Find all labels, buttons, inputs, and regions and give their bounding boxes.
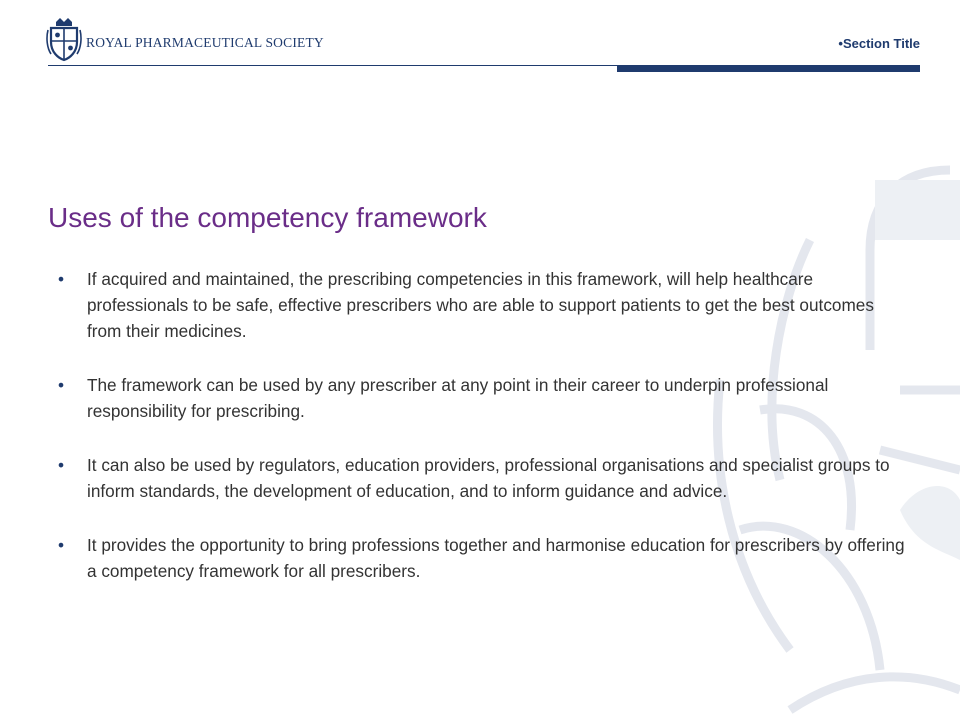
bullet-item — [58, 532, 908, 584]
bullet-text: The framework can be used by any prescriber at any point in their career to underpin professional responsibility for prescribing. — [87, 375, 829, 421]
bullet-icon: • — [58, 375, 65, 395]
bullet-text: If acquired and maintained, the prescribing competencies in this framework, will help healthcare professionals to be safe, effective prescribers who are able to support patients to get the best outcomes from their medicines. — [87, 269, 874, 341]
bullet-item — [58, 266, 908, 344]
logo-text: ROYAL PHARMACEUTICAL SOCIETY — [86, 35, 324, 50]
rps-crest-icon — [46, 16, 82, 62]
rps-logo — [46, 14, 324, 64]
bullet-item — [58, 372, 908, 424]
bullet-icon: • — [58, 269, 65, 289]
bullet-text: It provides the opportunity to bring professions together and harmonise education for prescribers by offering a competency framework for all prescribers. — [87, 535, 905, 581]
bullet-icon: • — [58, 455, 65, 475]
section-title: •Section Title — [838, 36, 920, 51]
bullet-text: It can also be used by regulators, education providers, professional organisations and specialist groups to inform standards, the development of education, and to inform guidance and advice. — [87, 455, 890, 501]
slide-header — [0, 0, 960, 80]
bullet-item — [58, 452, 908, 504]
header-accent-bar — [617, 65, 920, 72]
bullet-list — [58, 266, 908, 612]
bullet-icon: • — [58, 535, 65, 555]
slide-title: Uses of the competency framework — [48, 202, 487, 233]
